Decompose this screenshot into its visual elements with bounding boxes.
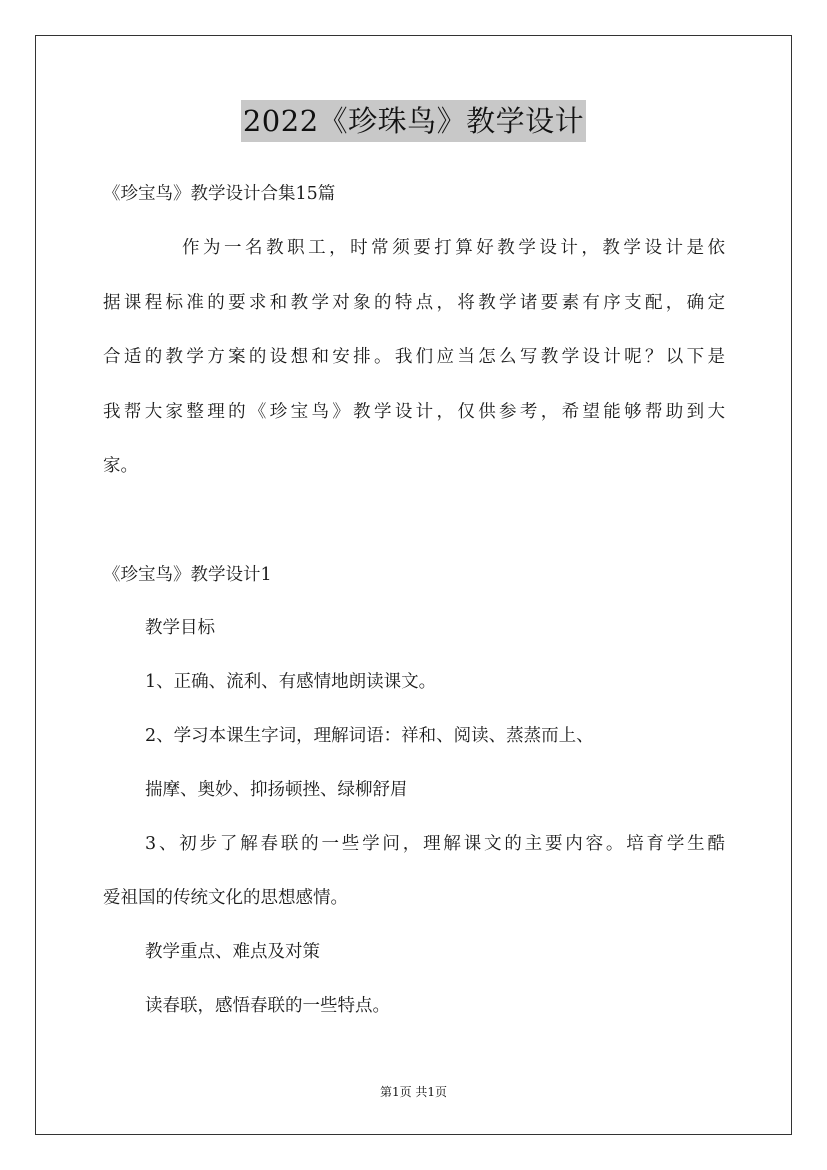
goal-3-line-2: 爱祖国的传统文化的思想感情。: [103, 888, 348, 908]
title-block: [0, 100, 827, 142]
focus-heading: 教学重点、难点及对策: [145, 942, 320, 962]
goal-2-line-2: 揣摩、奥妙、抑扬顿挫、绿柳舒眉: [145, 780, 408, 800]
intro-line-3: 合适的教学方案的设想和安排。我们应当怎么写教学设计呢？以下是: [103, 347, 725, 367]
page-footer: 第1页 共1页: [379, 1085, 448, 1099]
goals-heading: 教学目标: [145, 618, 215, 638]
intro-line-5: 家。: [103, 456, 138, 476]
focus-text: 读春联，感悟春联的一些特点。: [145, 996, 390, 1016]
document-subtitle: 《珍宝鸟》教学设计合集15篇: [103, 184, 336, 204]
intro-line-4: 我帮大家整理的《珍宝鸟》教学设计，仅供参考，希望能够帮助到大: [103, 402, 725, 422]
goal-3-line-1: 3、初步了解春联的一些学问，理解课文的主要内容。培育学生酷: [145, 834, 725, 854]
intro-line-2: 据课程标准的要求和教学对象的特点，将教学诸要素有序支配，确定: [103, 293, 725, 313]
intro-line-1: 作为一名教职工，时常须要打算好教学设计，教学设计是依: [182, 238, 725, 258]
goal-2-line-1: 2、学习本课生字词，理解词语：祥和、阅读、蒸蒸而上、: [145, 726, 594, 746]
section-heading: 《珍宝鸟》教学设计1: [103, 565, 272, 585]
goal-1: 1、正确、流利、有感情地朗读课文。: [145, 672, 437, 692]
document-title: 2022《珍珠鸟》教学设计: [241, 100, 586, 142]
